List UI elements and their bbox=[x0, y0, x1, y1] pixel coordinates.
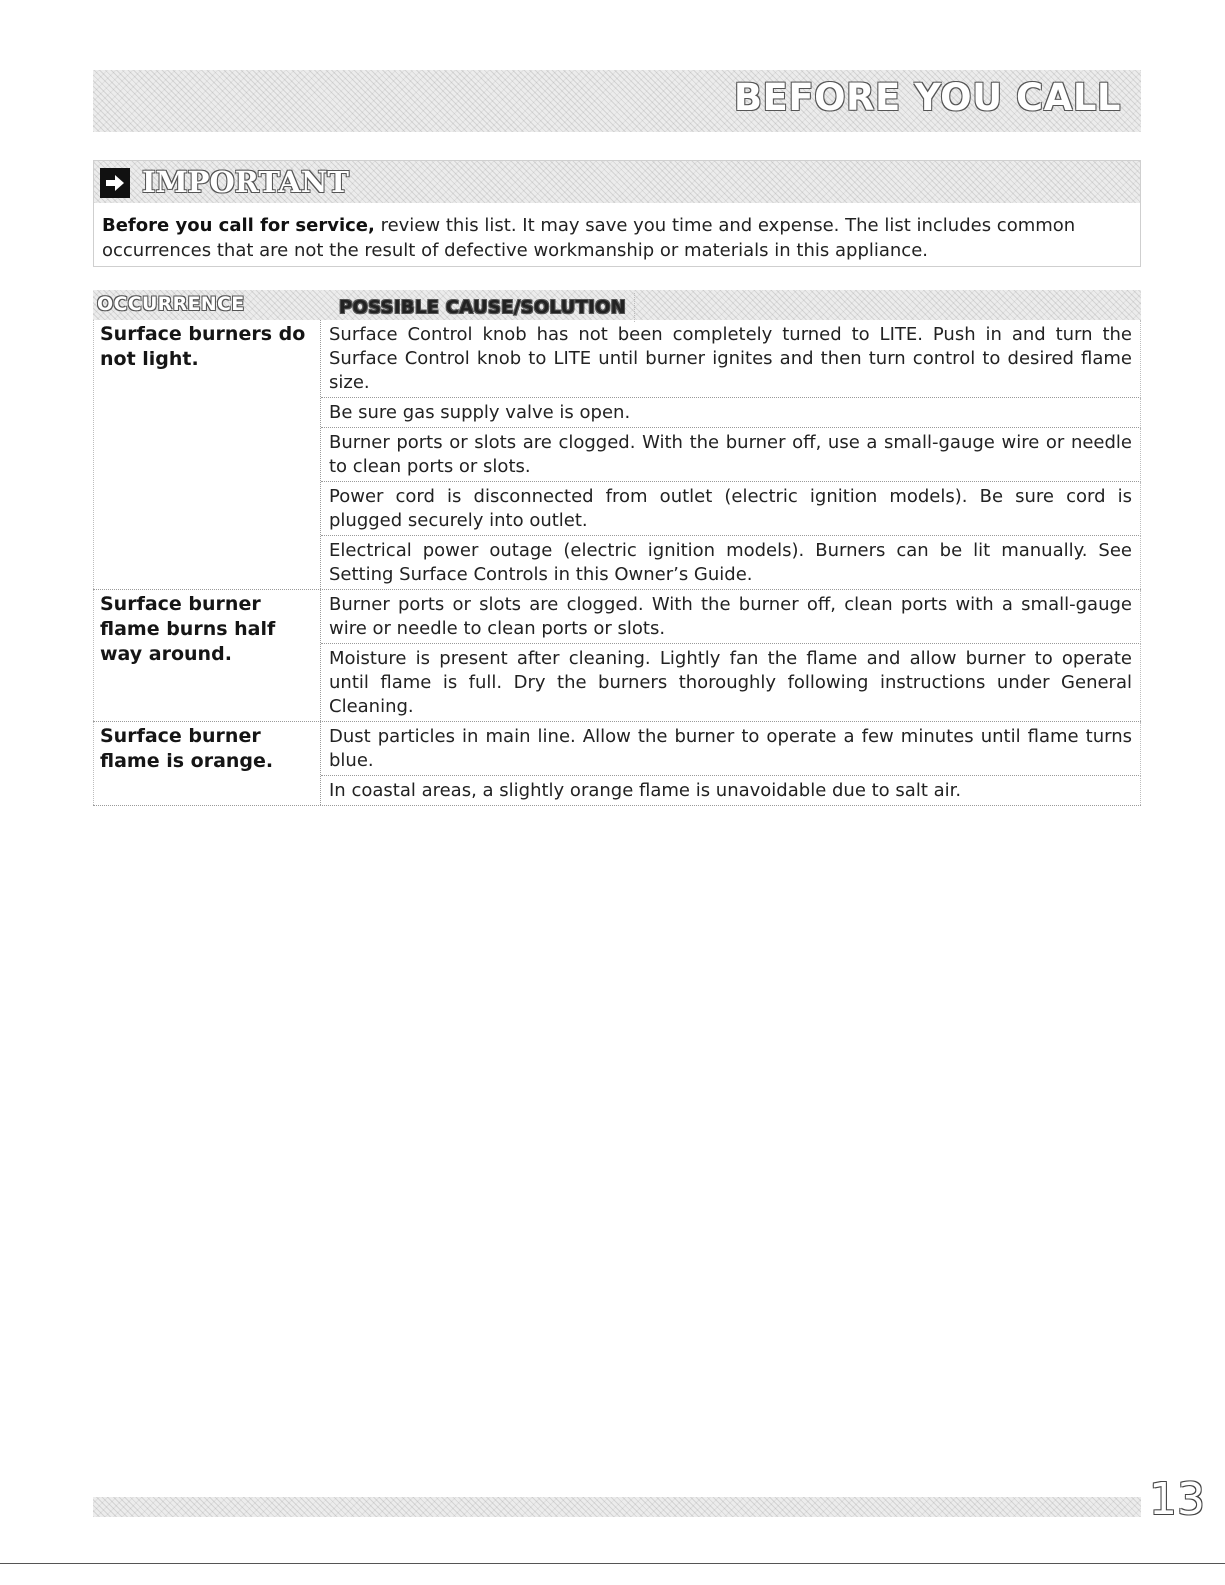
solution-cell: Surface Control knob has not been completely turned to LITE. Push in and turn the Surface Control knob to LITE until burner ignites and then turn control to desired flame size. bbox=[321, 320, 1141, 398]
table-row bbox=[93, 320, 1141, 590]
column-header-solution: POSSIBLE CAUSE/SOLUTION bbox=[331, 293, 635, 322]
solution-cell: Be sure gas supply valve is open. bbox=[321, 398, 1141, 428]
arrow-right-icon bbox=[100, 168, 130, 198]
footer-bar bbox=[93, 1497, 1141, 1517]
page-number: 13 bbox=[1149, 1474, 1205, 1525]
solution-cell: Burner ports or slots are clogged. With the burner off, clean ports with a small-gauge wire or needle to clean ports or slots. bbox=[321, 590, 1141, 644]
troubleshooting-table bbox=[93, 290, 1141, 806]
column-header-occurrence: OCCURRENCE bbox=[97, 293, 245, 315]
important-lead: Before you call for service, bbox=[102, 215, 375, 236]
occurrence-cell: Surface burner flame burns half way around. bbox=[93, 590, 321, 721]
solution-cell: Burner ports or slots are clogged. With the burner off, use a small-gauge wire or needle to clean ports or slots. bbox=[321, 428, 1141, 482]
important-title: IMPORTANT bbox=[142, 165, 349, 199]
important-text bbox=[102, 213, 1130, 263]
solution-cell: Power cord is disconnected from outlet (electric ignition models). Be sure cord is plugged securely into outlet. bbox=[321, 482, 1141, 536]
table-row bbox=[93, 590, 1141, 722]
solution-cell: Electrical power outage (electric ignition models). Burners can be lit manually. See Setting Surface Controls in this Owner’s Guide. bbox=[321, 536, 1141, 589]
solution-cell: Dust particles in main line. Allow the burner to operate a few minutes until flame turns blue. bbox=[321, 722, 1141, 776]
table-row bbox=[93, 722, 1141, 806]
page-title: BEFORE YOU CALL bbox=[733, 76, 1121, 119]
important-body: review this list. It may save you time and expense. The list includes common occurrences that are not the result of defective workmanship or materials in this appliance. bbox=[102, 215, 1076, 261]
solution-cell: Moisture is present after cleaning. Lightly fan the flame and allow burner to operate until flame is full. Dry the burners thoroughly following instructions under General Cleaning. bbox=[321, 644, 1141, 721]
occurrence-cell: Surface burners do not light. bbox=[93, 320, 321, 589]
occurrence-cell: Surface burner flame is orange. bbox=[93, 722, 321, 805]
header-banner bbox=[93, 70, 1141, 132]
important-header bbox=[94, 161, 1140, 203]
solution-cell: In coastal areas, a slightly orange flame is unavoidable due to salt air. bbox=[321, 776, 1141, 805]
important-notice bbox=[93, 160, 1141, 267]
table-header bbox=[93, 290, 1141, 320]
page-divider bbox=[0, 1563, 1225, 1564]
